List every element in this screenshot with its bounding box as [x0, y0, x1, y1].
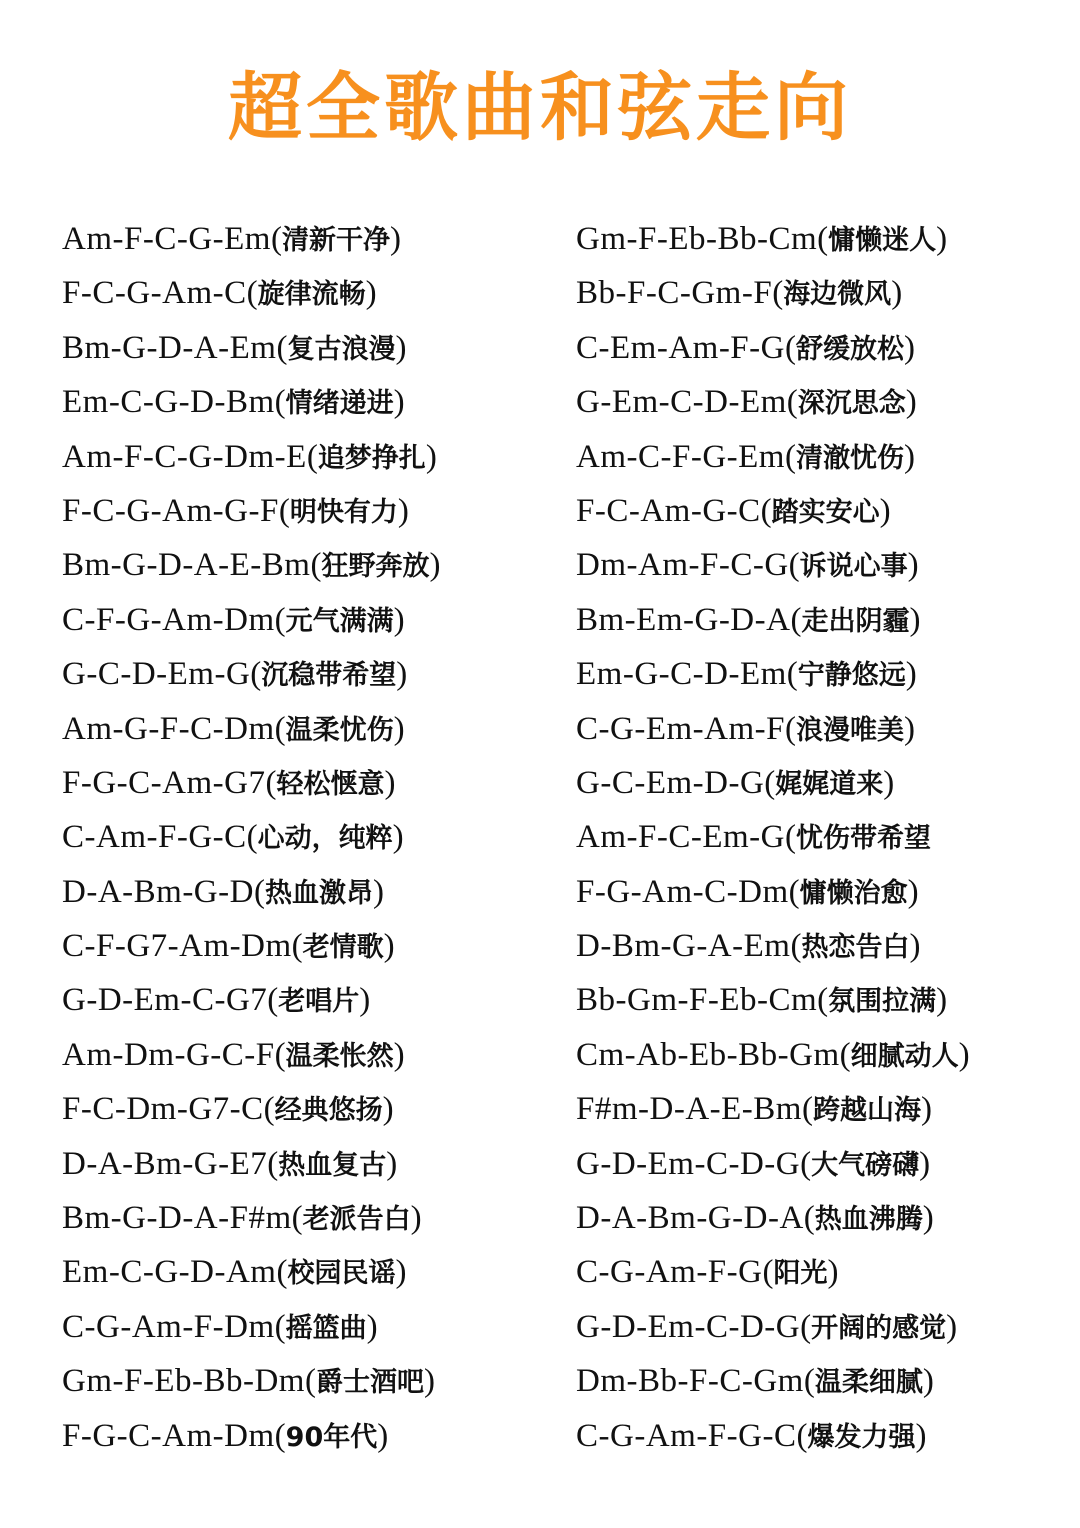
chord-progression: C-Am-F-G-C	[62, 819, 247, 856]
progression-row	[62, 212, 552, 266]
progression-row	[576, 973, 1066, 1027]
paren-close: )	[883, 764, 895, 801]
progression-row	[62, 1028, 552, 1082]
mood-description: 轻松惬意	[276, 768, 385, 800]
paren-close: )	[909, 928, 921, 965]
paren-open: (	[784, 710, 796, 747]
paren-open: (	[253, 873, 265, 910]
paren-close: )	[423, 1363, 435, 1400]
chord-progression: Cm-Ab-Eb-Bb-Gm	[576, 1036, 840, 1073]
progression-row	[576, 212, 1066, 266]
progression-row	[576, 430, 1066, 484]
paren-open: (	[784, 819, 796, 856]
chord-progression: Em-G-C-D-Em	[576, 656, 787, 693]
progression-row	[62, 810, 552, 864]
paren-close: )	[386, 1145, 398, 1182]
paren-open: (	[246, 819, 258, 856]
mood-description: 旋律流畅	[257, 279, 366, 311]
paren-close: )	[396, 656, 408, 693]
paren-close: )	[905, 384, 917, 421]
paren-close: )	[905, 656, 917, 693]
paren-open: (	[800, 1308, 812, 1345]
mood-description: 情绪递进	[285, 388, 394, 420]
chord-progression: Am-Dm-G-C-F	[62, 1036, 275, 1073]
chord-progression: Bb-Gm-F-Eb-Cm	[576, 982, 818, 1019]
paren-open: (	[278, 492, 290, 529]
chord-progression: D-A-Bm-G-D-A	[576, 1200, 804, 1237]
paren-close: )	[384, 764, 396, 801]
progression-row	[576, 647, 1066, 701]
paren-open: (	[786, 656, 798, 693]
progression-row	[62, 266, 552, 320]
chord-progression: C-G-Am-F-G-C	[576, 1417, 797, 1454]
paren-open: (	[310, 547, 322, 584]
progression-row	[62, 1245, 552, 1299]
chord-progression: Bm-G-D-A-E-Bm	[62, 547, 311, 584]
mood-description: 老情歌	[302, 932, 384, 964]
mood-description: 跨越山海	[812, 1095, 921, 1127]
paren-close: )	[903, 438, 915, 475]
progression-row	[62, 593, 552, 647]
paren-open: (	[786, 384, 798, 421]
paren-close: )	[903, 329, 915, 366]
progression-row	[62, 1300, 552, 1354]
paren-open: (	[784, 329, 796, 366]
chord-progression: Gm-F-Eb-Bb-Dm	[62, 1363, 305, 1400]
paren-open: (	[784, 438, 796, 475]
progression-row	[576, 919, 1066, 973]
paren-open: (	[276, 329, 288, 366]
paren-close: )	[891, 275, 903, 312]
progression-row	[62, 973, 552, 1027]
paren-close: )	[383, 928, 395, 965]
chord-progression: D-Bm-G-A-Em	[576, 928, 791, 965]
chord-progression: F-C-Am-G-C	[576, 492, 761, 529]
paren-open: (	[274, 1308, 286, 1345]
mood-description: 经典悠扬	[274, 1095, 383, 1127]
progression-row	[576, 1300, 1066, 1354]
paren-close: )	[393, 1036, 405, 1073]
chord-progression: D-A-Bm-G-D	[62, 873, 254, 910]
mood-description: 狂野奔放	[321, 551, 430, 583]
progression-row	[576, 266, 1066, 320]
chord-progression: F-C-G-Am-G-F	[62, 492, 279, 529]
paren-close: )	[393, 384, 405, 421]
right-progression-list	[576, 212, 1066, 1463]
paren-close: )	[919, 1145, 931, 1182]
paren-close: )	[393, 601, 405, 638]
chord-progression: C-F-G7-Am-Dm	[62, 928, 292, 965]
progression-row	[62, 430, 552, 484]
paren-open: (	[274, 1036, 286, 1073]
mood-description: 忧伤带希望	[795, 823, 931, 855]
progression-row	[576, 538, 1066, 592]
mood-description: 慵懒迷人	[828, 225, 937, 256]
paren-close: )	[958, 1036, 970, 1073]
chord-progression: G-D-Em-C-D-G	[576, 1145, 801, 1182]
mood-description: 舒缓放松	[795, 333, 904, 365]
progression-row	[576, 1137, 1066, 1191]
paren-close: )	[922, 1363, 934, 1400]
progression-row	[62, 647, 552, 701]
mood-description: 踏实安心	[771, 496, 880, 528]
progression-row	[576, 1028, 1066, 1082]
progression-row	[62, 702, 552, 756]
progression-row	[62, 919, 552, 973]
mood-description: 海边微风	[783, 279, 892, 311]
paren-open: (	[803, 1200, 815, 1237]
paren-open: (	[796, 1417, 808, 1454]
paren-close: )	[365, 275, 377, 312]
paren-open: (	[760, 492, 772, 529]
paren-close: )	[946, 1308, 958, 1345]
mood-description: 爵士酒吧	[315, 1367, 424, 1399]
chord-progression: Bm-G-D-A-Em	[62, 329, 277, 366]
paren-open: (	[267, 982, 279, 1019]
paren-open: (	[788, 873, 800, 910]
chord-progression: F-G-Am-C-Dm	[576, 873, 789, 910]
paren-open: (	[263, 1091, 275, 1128]
page-title: 超全歌曲和弦走向	[228, 65, 852, 151]
progression-row	[576, 484, 1066, 538]
chord-progression: G-C-D-Em-G	[62, 656, 251, 693]
chord-progression: G-C-Em-D-G	[576, 764, 765, 801]
chord-progression: G-D-Em-C-G7	[62, 982, 268, 1019]
chord-progression: F-C-Dm-G7-C	[62, 1091, 264, 1128]
paren-open: (	[800, 1145, 812, 1182]
mood-description: 沉稳带希望	[261, 660, 397, 692]
paren-close: )	[429, 547, 441, 584]
paren-close: )	[397, 492, 409, 529]
chord-progression: F#m-D-A-E-Bm	[576, 1091, 802, 1128]
mood-description: 热血沸腾	[814, 1204, 923, 1236]
paren-open: (	[246, 275, 258, 312]
mood-description: 开阔的感觉	[811, 1312, 947, 1344]
chord-progression: G-D-Em-C-D-G	[576, 1308, 801, 1345]
chord-progression: Am-F-C-G-Dm-E	[62, 438, 307, 475]
progression-row	[62, 1082, 552, 1136]
progression-row	[576, 756, 1066, 810]
paren-open: (	[790, 928, 802, 965]
paren-open: (	[817, 982, 829, 1019]
chord-progression: C-G-Em-Am-F	[576, 710, 785, 747]
chord-progression: Em-C-G-D-Bm	[62, 384, 275, 421]
progression-row	[576, 375, 1066, 429]
paren-open: (	[304, 1363, 316, 1400]
mood-description: 温柔细腻	[814, 1367, 923, 1399]
mood-description: 老唱片	[278, 986, 360, 1018]
chord-progression: C-G-Am-F-Dm	[62, 1308, 275, 1345]
paren-open: (	[267, 1145, 279, 1182]
chord-progression: Gm-F-Eb-Bb-Cm	[576, 221, 818, 257]
mood-description: 细腻动人	[850, 1040, 959, 1072]
mood-description: 氛围拉满	[828, 986, 937, 1018]
paren-close: )	[827, 1254, 839, 1291]
paren-close: )	[915, 1417, 927, 1454]
paren-close: )	[936, 221, 948, 257]
paren-open: (	[265, 764, 277, 801]
paren-close: )	[389, 221, 401, 257]
progression-row	[576, 1082, 1066, 1136]
chord-progression: Am-F-C-G-Em	[62, 221, 271, 257]
mood-description: 老派告白	[302, 1204, 411, 1236]
mood-description: 浪漫唯美	[795, 714, 904, 746]
mood-description: 热恋告白	[801, 932, 910, 964]
progression-row	[62, 1354, 552, 1408]
mood-description: 温柔怅然	[285, 1040, 394, 1072]
paren-open: (	[764, 764, 776, 801]
paren-close: )	[920, 1091, 932, 1128]
mood-description: 元气满满	[285, 605, 394, 637]
progression-row	[62, 865, 552, 919]
mood-description: 深沉思念	[797, 388, 906, 420]
paren-open: (	[270, 221, 282, 257]
chord-progression: Am-G-F-C-Dm	[62, 710, 275, 747]
mood-description: 清新干净	[281, 225, 390, 256]
progression-row	[576, 1409, 1066, 1463]
paren-close: )	[879, 492, 891, 529]
mood-description: 追梦挣扎	[317, 442, 426, 474]
progression-row	[62, 1137, 552, 1191]
chord-progression: Am-F-C-Em-G	[576, 819, 785, 856]
paren-close: )	[907, 547, 919, 584]
mood-description: 诉说心事	[799, 551, 908, 583]
paren-open: (	[274, 1417, 286, 1454]
paren-close: )	[372, 873, 384, 910]
chord-progression: Bb-F-C-Gm-F	[576, 275, 773, 312]
progression-row	[576, 865, 1066, 919]
chord-progression: Bm-G-D-A-F#m	[62, 1200, 292, 1237]
progression-row	[576, 1245, 1066, 1299]
paren-open: (	[274, 384, 286, 421]
mood-description: 阳光	[773, 1258, 828, 1290]
paren-open: (	[803, 1363, 815, 1400]
progression-row	[62, 1191, 552, 1245]
paren-close: )	[425, 438, 437, 475]
chord-progression: Em-C-G-D-Am	[62, 1254, 277, 1291]
chord-progression: C-F-G-Am-Dm	[62, 601, 275, 638]
progression-row	[62, 756, 552, 810]
mood-description: 爆发力强	[807, 1421, 916, 1453]
mood-description: 娓娓道来	[775, 768, 884, 800]
progression-row	[576, 321, 1066, 375]
paren-open: (	[274, 601, 286, 638]
chord-progression: Dm-Am-F-C-G	[576, 547, 789, 584]
progression-row	[576, 1191, 1066, 1245]
chord-progression: Dm-Bb-F-C-Gm	[576, 1363, 804, 1400]
paren-open: (	[250, 656, 262, 693]
paren-open: (	[291, 1200, 303, 1237]
mood-description: 校园民谣	[287, 1258, 396, 1290]
progression-row	[62, 538, 552, 592]
mood-description: 大气磅礴	[811, 1149, 920, 1181]
chord-progression: F-G-C-Am-G7	[62, 764, 266, 801]
progression-row	[576, 810, 1066, 864]
paren-open: (	[839, 1036, 851, 1073]
mood-description: 90年代	[285, 1421, 378, 1453]
paren-close: )	[395, 1254, 407, 1291]
progression-row	[62, 375, 552, 429]
paren-open: (	[276, 1254, 288, 1291]
paren-open: (	[788, 547, 800, 584]
chord-progression: Bm-Em-G-D-A	[576, 601, 791, 638]
chord-progression: Am-C-F-G-Em	[576, 438, 785, 475]
paren-close: )	[909, 601, 921, 638]
paren-close: )	[903, 710, 915, 747]
paren-open: (	[762, 1254, 774, 1291]
mood-description: 摇篮曲	[285, 1312, 367, 1344]
paren-open: (	[772, 275, 784, 312]
chord-progression: C-Em-Am-F-G	[576, 329, 785, 366]
paren-close: )	[382, 1091, 394, 1128]
paren-open: (	[790, 601, 802, 638]
mood-description: 走出阴霾	[801, 605, 910, 637]
mood-description: 明快有力	[289, 496, 398, 528]
paren-open: (	[291, 928, 303, 965]
mood-description: 热血激昂	[264, 877, 373, 909]
progression-row	[62, 1409, 552, 1463]
mood-description: 心动，纯粹	[257, 823, 393, 855]
mood-description: 温柔忧伤	[285, 714, 394, 746]
mood-description: 宁静悠远	[797, 660, 906, 692]
chord-progression: F-G-C-Am-Dm	[62, 1417, 275, 1454]
paren-close: )	[393, 710, 405, 747]
paren-close: )	[366, 1308, 378, 1345]
chord-progression: D-A-Bm-G-E7	[62, 1145, 268, 1182]
paren-close: )	[922, 1200, 934, 1237]
progression-row	[576, 1354, 1066, 1408]
paren-open: (	[274, 710, 286, 747]
paren-close: )	[377, 1417, 389, 1454]
progression-row	[576, 702, 1066, 756]
paren-close: )	[907, 873, 919, 910]
chord-progression: C-G-Am-F-G	[576, 1254, 763, 1291]
mood-description: 热血复古	[278, 1149, 387, 1181]
mood-description: 慵懒治愈	[799, 877, 908, 909]
paren-close: )	[395, 329, 407, 366]
mood-description: 清澈忧伤	[795, 442, 904, 474]
mood-description: 复古浪漫	[287, 333, 396, 365]
paren-close: )	[392, 819, 404, 856]
paren-open: (	[801, 1091, 813, 1128]
paren-close: )	[410, 1200, 422, 1237]
paren-open: (	[306, 438, 318, 475]
progression-row	[62, 484, 552, 538]
progression-row	[62, 321, 552, 375]
left-progression-list	[62, 212, 552, 1463]
chord-progression: F-C-G-Am-C	[62, 275, 247, 312]
progression-row	[576, 593, 1066, 647]
chord-progression: G-Em-C-D-Em	[576, 384, 787, 421]
paren-close: )	[936, 982, 948, 1019]
paren-open: (	[817, 221, 829, 257]
paren-close: )	[359, 982, 371, 1019]
